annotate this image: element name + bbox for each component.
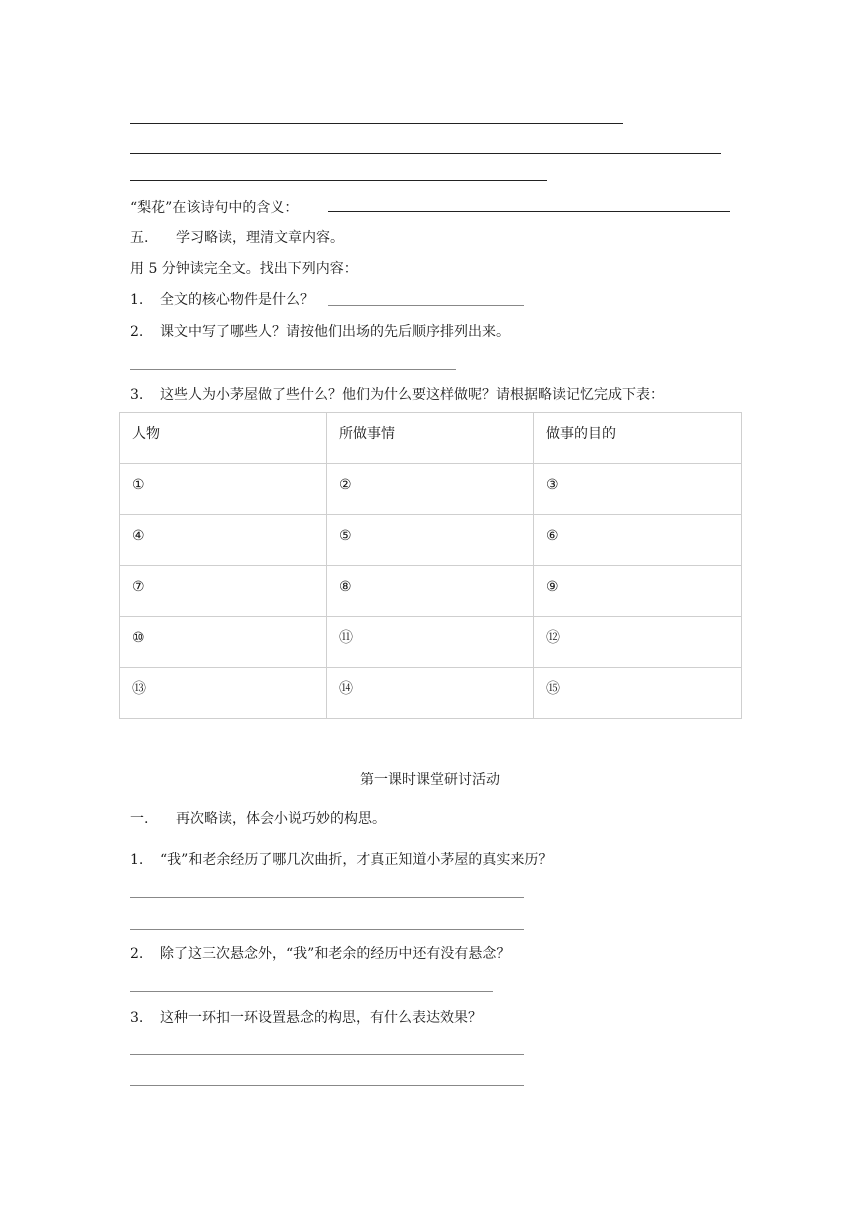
section5-heading: 五. 学习略读，理清文章内容。	[130, 230, 344, 246]
answer-line[interactable]	[130, 897, 524, 898]
table-header-cell: 所做事情	[327, 413, 534, 464]
table-row	[120, 515, 742, 566]
answer-line	[130, 153, 721, 154]
question-2-blank[interactable]	[130, 369, 456, 370]
answer-line	[130, 180, 547, 181]
table-cell[interactable]: ⑦	[120, 566, 327, 617]
table-row	[120, 566, 742, 617]
table-cell[interactable]: ⑩	[120, 617, 327, 668]
table-cell[interactable]: ②	[327, 464, 534, 515]
activity-title: 第一课时课堂研讨活动	[360, 772, 500, 788]
table-cell[interactable]: ⑧	[327, 566, 534, 617]
table-row	[120, 617, 742, 668]
table-cell[interactable]: ⑤	[327, 515, 534, 566]
table-header-cell: 人物	[120, 413, 327, 464]
table-cell[interactable]: ⑪	[327, 617, 534, 668]
answer-line[interactable]	[130, 1085, 524, 1086]
table-cell[interactable]: ⑨	[534, 566, 742, 617]
activity-question-2: 2. 除了这三次悬念外，“我”和老余的经历中还有没有悬念？	[130, 946, 511, 962]
question-3: 3. 这些人为小茅屋做了些什么？他们为什么要这样做呢？请根据略读记忆完成下表：	[130, 387, 664, 403]
table-row	[120, 464, 742, 515]
table-cell[interactable]: ⑬	[120, 668, 327, 719]
character-table	[119, 412, 742, 719]
table-header-cell: 做事的目的	[534, 413, 742, 464]
question-2: 2. 课文中写了哪些人？请按他们出场的先后顺序排列出来。	[130, 324, 510, 340]
answer-line[interactable]	[130, 1054, 524, 1055]
poem-meaning-blank[interactable]	[328, 211, 730, 212]
table-cell[interactable]: ③	[534, 464, 742, 515]
table-cell[interactable]: ⑮	[534, 668, 742, 719]
question-1: 1. 全文的核心物件是什么？	[130, 292, 314, 308]
answer-line	[130, 123, 623, 124]
section5-instruction: 用 5 分钟读完全文。找出下列内容：	[130, 261, 358, 277]
answer-line[interactable]	[130, 929, 524, 930]
activity-section-heading: 一. 再次略读，体会小说巧妙的构思。	[130, 811, 386, 827]
activity-question-1: 1. “我”和老余经历了哪几次曲折，才真正知道小茅屋的真实来历？	[130, 852, 553, 868]
question-1-blank[interactable]	[328, 305, 524, 306]
poem-meaning-label: “梨花”在该诗句中的含义：	[130, 200, 299, 216]
table-cell[interactable]: ④	[120, 515, 327, 566]
table-row	[120, 668, 742, 719]
table-cell[interactable]: ⑫	[534, 617, 742, 668]
table-cell[interactable]: ⑭	[327, 668, 534, 719]
table-header-row	[120, 413, 742, 464]
table-cell[interactable]: ①	[120, 464, 327, 515]
table-cell[interactable]: ⑥	[534, 515, 742, 566]
activity-question-3: 3. 这种一环扣一环设置悬念的构思，有什么表达效果？	[130, 1010, 482, 1026]
answer-line[interactable]	[130, 991, 493, 992]
